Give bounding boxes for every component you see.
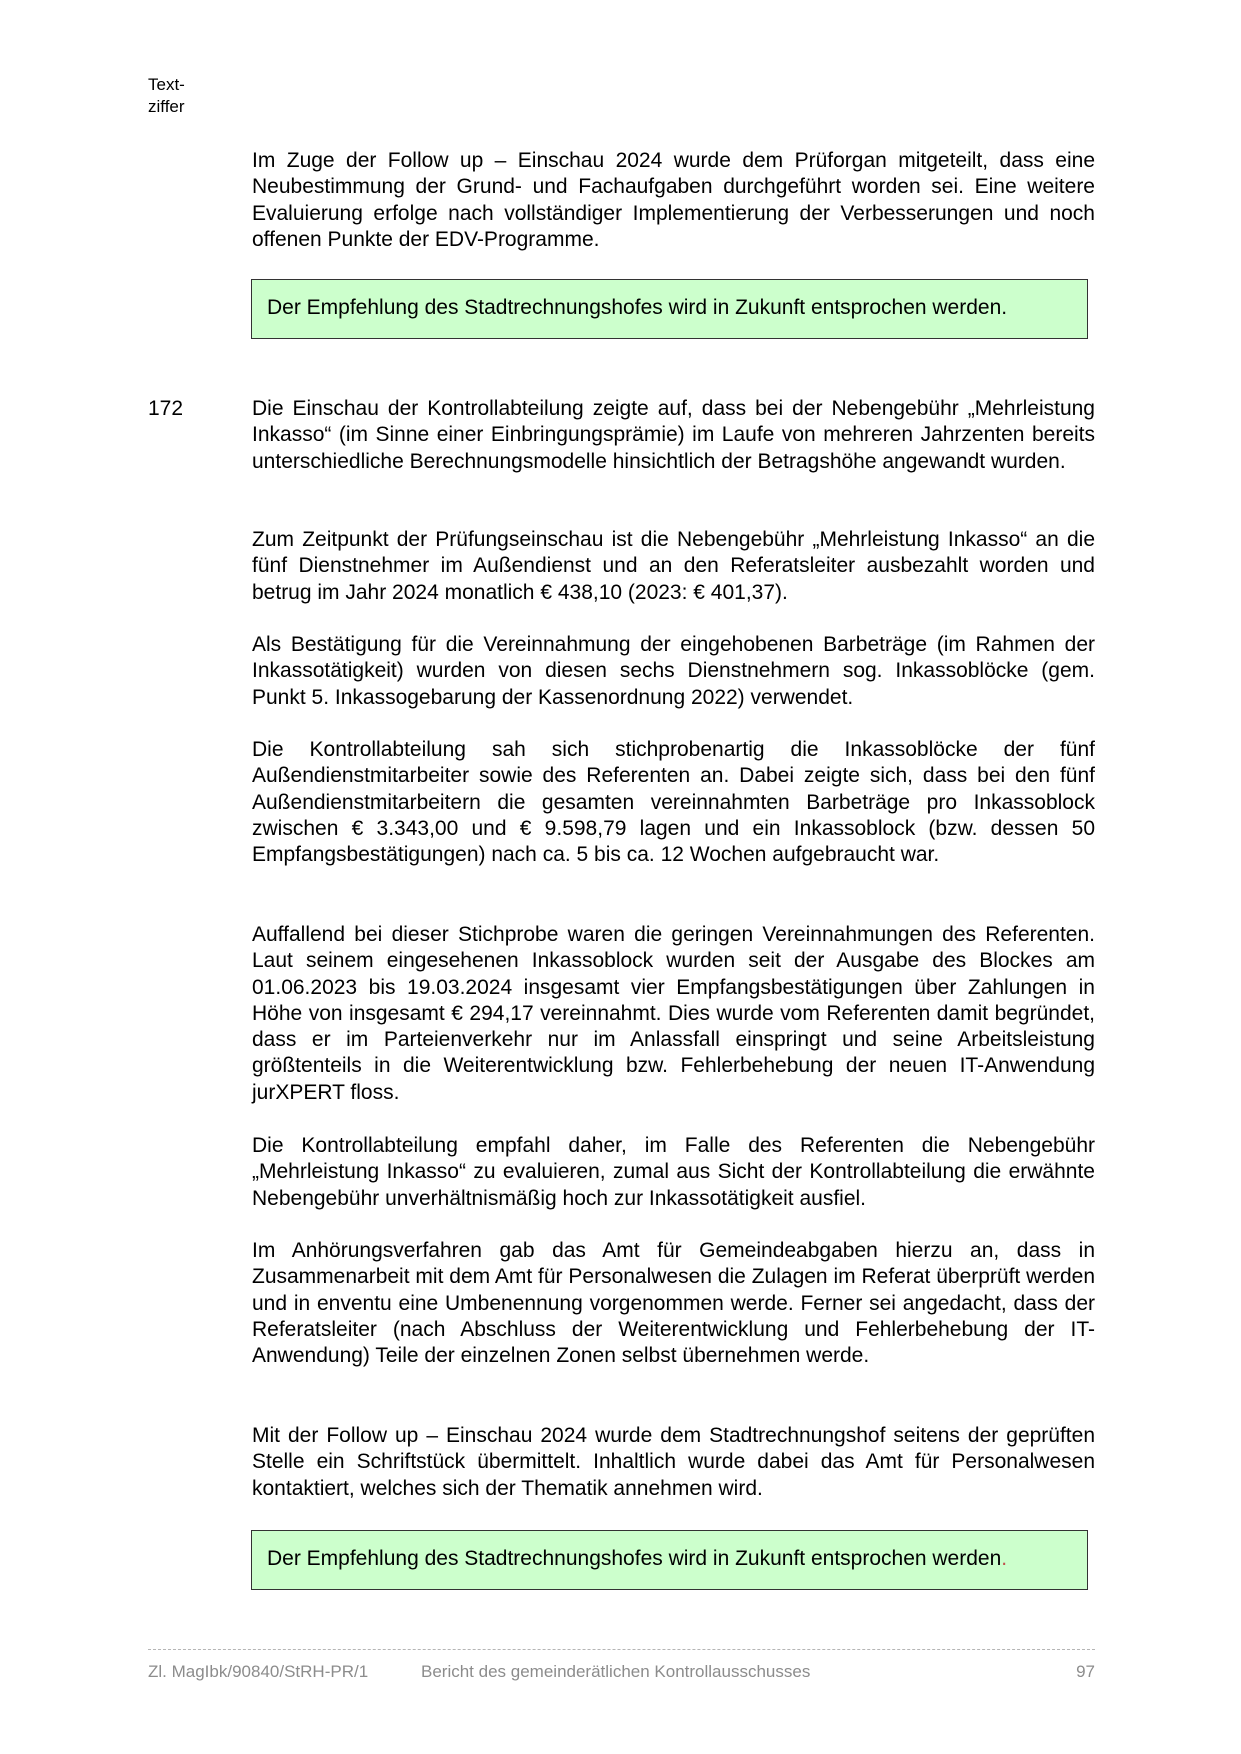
recommendation-box-172-period: .	[1001, 1547, 1008, 1570]
paragraph-172-2: Zum Zeitpunkt der Prüfungseinschau ist die Nebengebühr „Mehrleistung Inkasso“ an die fünf Dienstnehmer im Außendienst und an den Referatsleiter ausbezahlt worden und betrug im Jahr 2024 monatlich € 438,10 (2023: € 401,37).	[252, 528, 1095, 604]
margin-label-line-1: Text-	[148, 75, 185, 94]
recommendation-box-172-text: Der Empfehlung des Stadtrechnungshofes wird in Zukunft entsprochen werden	[267, 1547, 1002, 1570]
paragraph-172-5: Auffallend bei dieser Stichprobe waren die geringen Vereinnahmungen des Referenten. Laut seinem eingesehenen Inkassoblock wurden seit der Ausgabe des Blockes am 01.06.2023 bis 19.03.2024 insgesamt vier Empfangsbestätigungen über Zahlungen in Höhe von insgesamt € 294,17 vereinnahmt. Dies wurde vom Referenten damit begründet, dass er im Parteienverkehr nur im Anlassfall einspringt und seine Arbeitsleistung größtenteils in die Weiterentwicklung bzw. Fehlerbehebung der neuen IT-Anwendung jurXPERT floss.	[252, 923, 1095, 1104]
paragraph-172-6: Die Kontrollabteilung empfahl daher, im Falle des Referenten die Nebengebühr „Mehrleistung Inkasso“ zu evaluieren, zumal aus Sicht der Kontrollabteilung die erwähnte Nebengebühr unverhältnismäßig hoch zur Inkassotätigkeit ausfiel.	[252, 1134, 1095, 1210]
paragraph-172-4: Die Kontrollabteilung sah sich stichprobenartig die Inkassoblöcke der fünf Außendienstmitarbeiter sowie des Referenten an. Dabei zeigte sich, dass bei den fünf Außendienstmitarbeitern die gesamten vereinnahmten Barbeträge pro Inkassoblock zwischen € 3.343,00 und € 9.598,79 lagen und ein Inkassoblock (bzw. dessen 50 Empfangsbestätigungen) nach ca. 5 bis ca. 12 Wochen aufgebraucht war.	[252, 738, 1095, 867]
footer-report-title: Bericht des gemeinderätlichen Kontrollausschusses	[421, 1662, 811, 1681]
intro-recommendation-box: Der Empfehlung des Stadtrechnungshofes wird in Zukunft entsprochen werden.	[251, 279, 1088, 339]
paragraph-172-1: Die Einschau der Kontrollabteilung zeigte auf, dass bei der Nebengebühr „Mehrleistung Inkasso“ (im Sinne einer Einbringungsprämie) im Laufe von mehreren Jahrzenten bereits unterschiedliche Berechnungsmodelle hinsichtlich der Betragshöhe angewandt wurden.	[252, 397, 1095, 473]
textziffer-number: 172	[148, 397, 184, 420]
margin-label-line-2: ziffer	[148, 97, 185, 116]
footer-divider	[148, 1649, 1095, 1650]
recommendation-box-172	[251, 1530, 1088, 1590]
paragraph-172-8: Mit der Follow up – Einschau 2024 wurde dem Stadtrechnungshof seitens der geprüften Stelle ein Schriftstück übermittelt. Inhaltlich wurde dabei das Amt für Personalwesen kontaktiert, welches sich der Thematik annehmen wird.	[252, 1424, 1095, 1500]
footer-reference: Zl. MagIbk/90840/StRH-PR/1	[148, 1662, 369, 1681]
paragraph-172-3: Als Bestätigung für die Vereinnahmung der eingehobenen Barbeträge (im Rahmen der Inkassotätigkeit) wurden von diesen sechs Dienstnehmern sog. Inkassoblöcke (gem. Punkt 5. Inkassogebarung der Kassenordnung 2022) verwendet.	[252, 633, 1095, 709]
margin-label-textziffer	[148, 74, 185, 118]
footer-page-number: 97	[1076, 1662, 1095, 1681]
paragraph-172-7: Im Anhörungsverfahren gab das Amt für Gemeindeabgaben hierzu an, dass in Zusammenarbeit mit dem Amt für Personalwesen die Zulagen im Referat überprüft werden und in enventu eine Umbenennung vorgenommen werde. Ferner sei angedacht, dass der Referatsleiter (nach Abschluss der Weiterentwicklung und Fehlerbehebung der IT-Anwendung) Teile der einzelnen Zonen selbst übernehmen werde.	[252, 1239, 1095, 1368]
intro-paragraph: Im Zuge der Follow up – Einschau 2024 wurde dem Prüforgan mitgeteilt, dass eine Neubestimmung der Grund- und Fachaufgaben durchgeführt worden sei. Eine weitere Evaluierung erfolge nach vollständiger Implementierung der Verbesserungen und noch offenen Punkte der EDV-Programme.	[252, 149, 1095, 251]
